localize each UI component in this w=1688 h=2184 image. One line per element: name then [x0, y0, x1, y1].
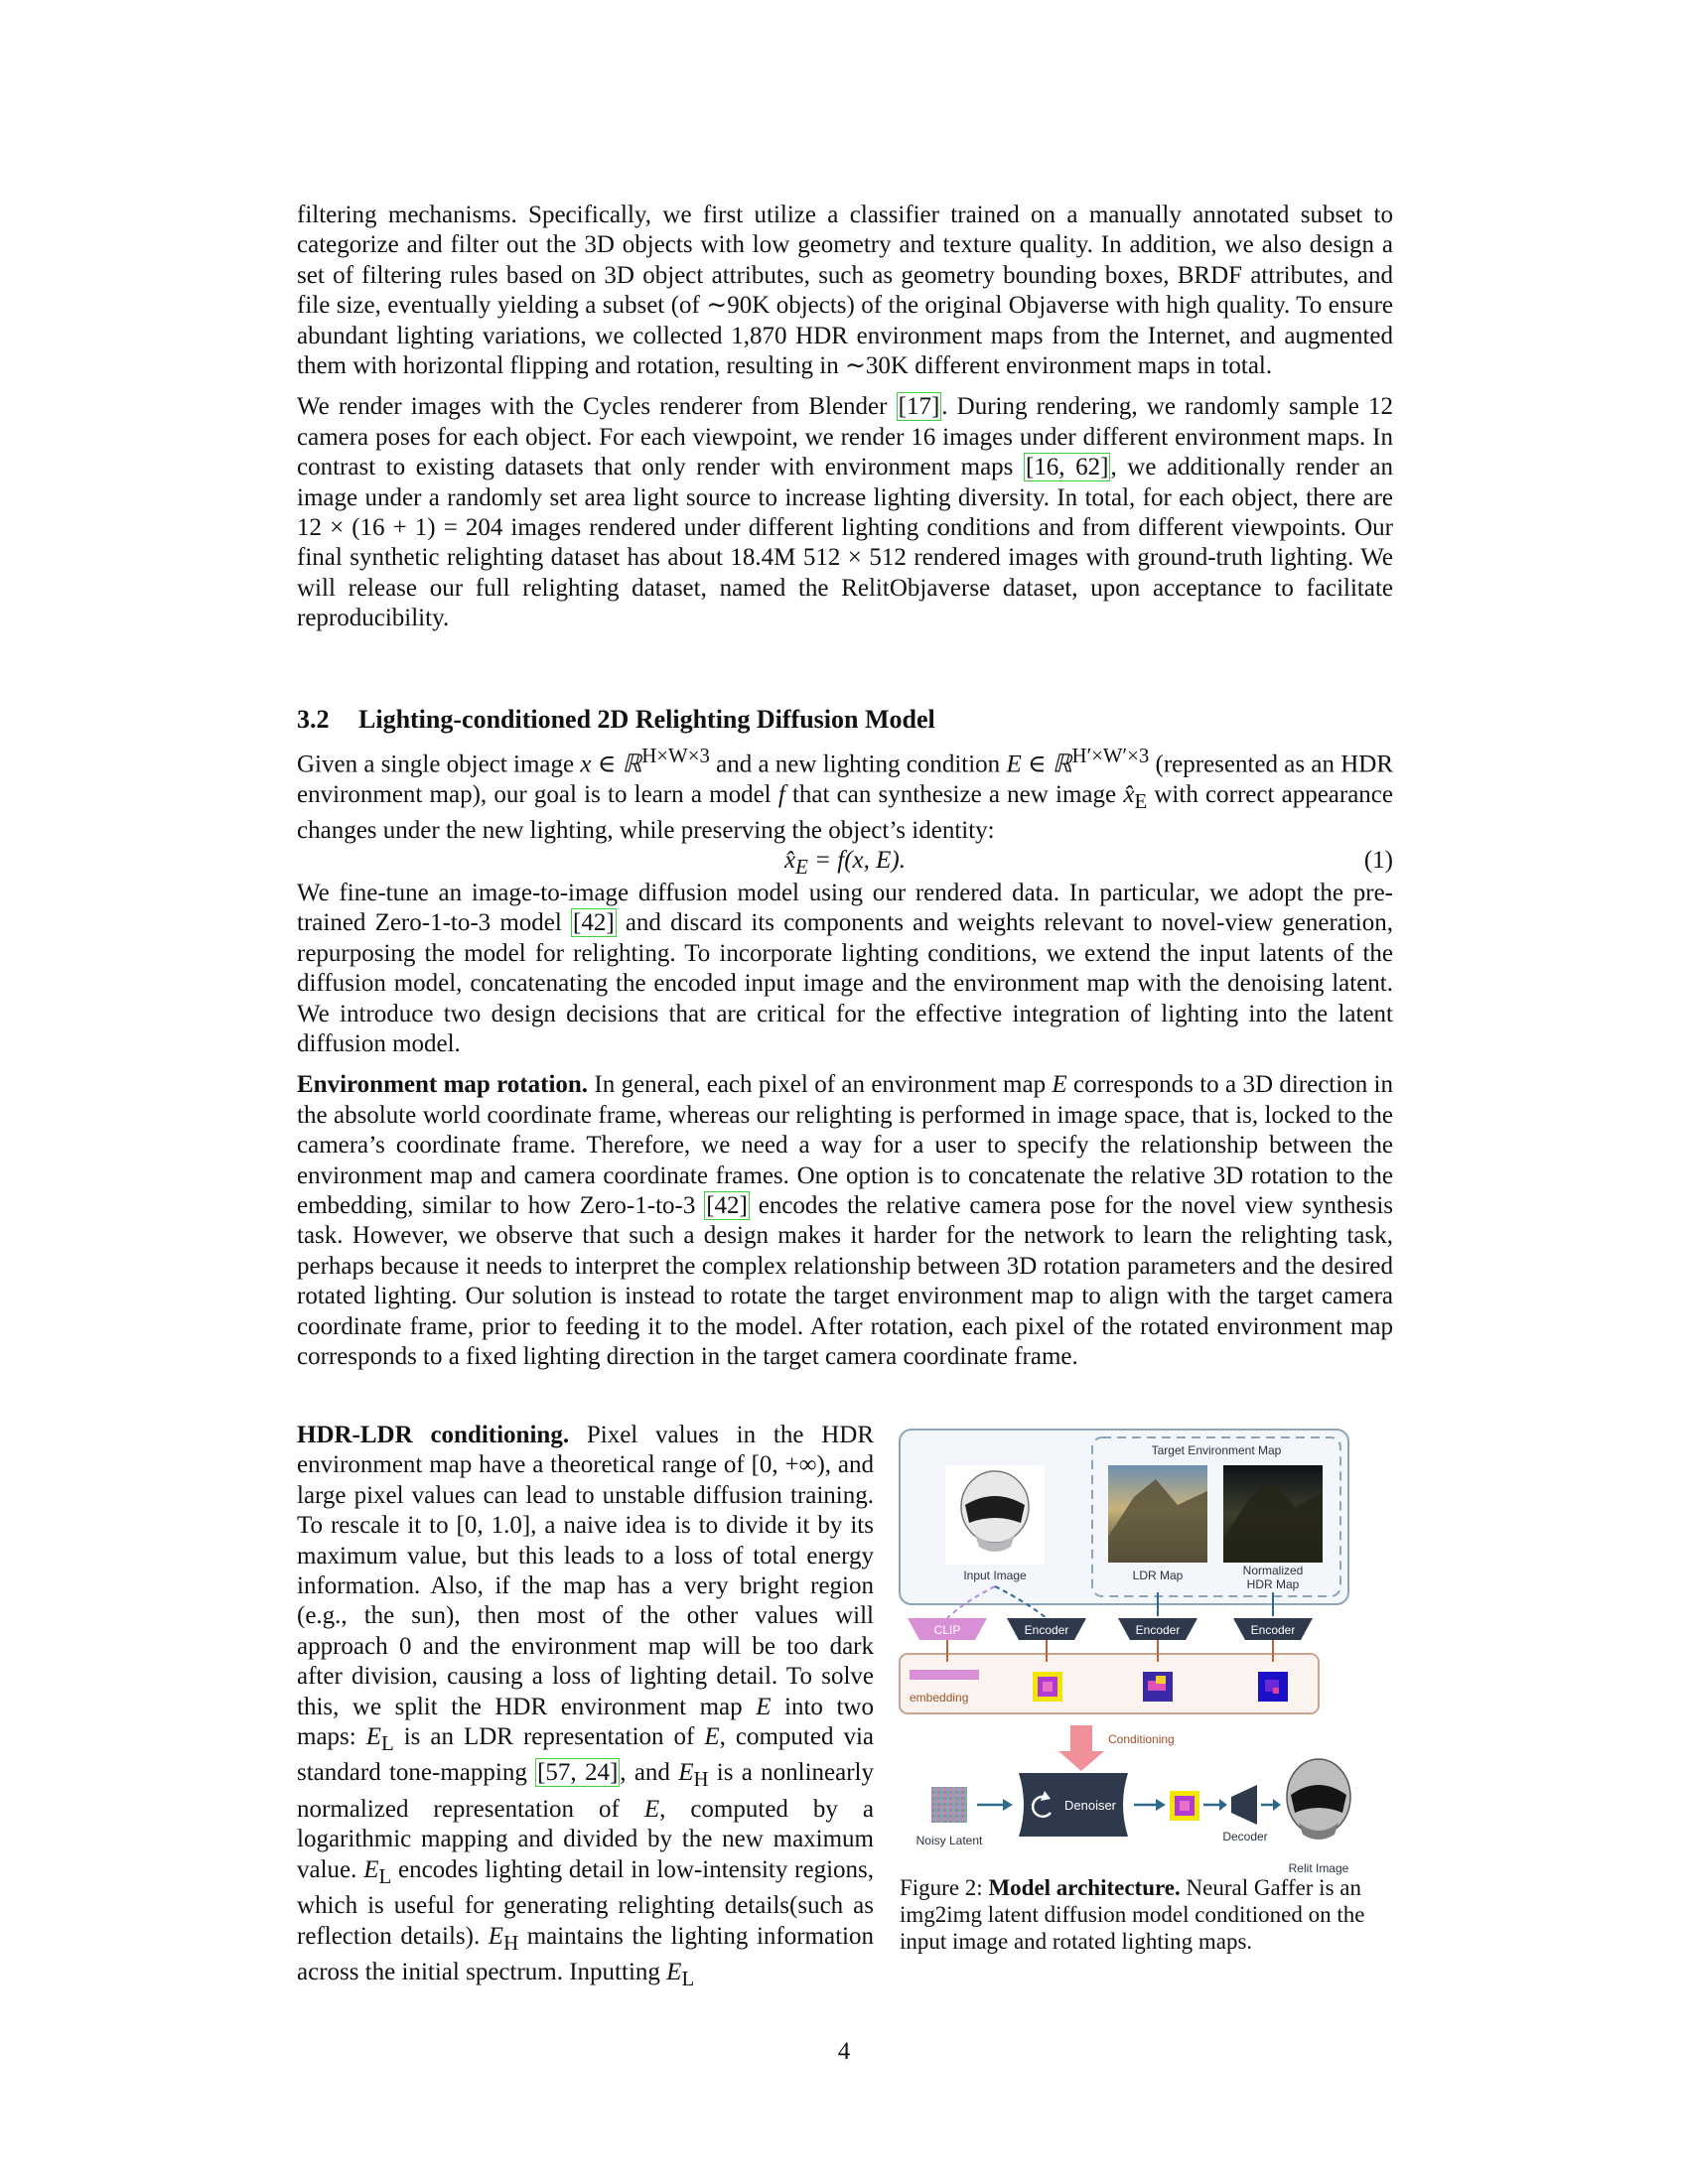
conditioning-label: Conditioning — [1108, 1732, 1175, 1746]
section-heading — [297, 705, 935, 735]
figure-caption — [900, 1874, 1396, 1955]
clip-block — [908, 1618, 987, 1640]
embedding-bar — [910, 1670, 979, 1680]
conditioning-arrow — [1058, 1725, 1104, 1771]
output-latent — [1170, 1791, 1199, 1821]
paragraph-hdr-ldr: HDR-LDR conditioning. Pixel values in the HDR environment map have a theoretical range of [0, +∞), and large pixel values can lead to unstable diffusion training. To rescale it to [0, 1.0], a naive idea is to divide it by its maximum value, but this leads to a loss of total energy information. Also, if the map has a very bright region (e.g., the sun), then most of the other values will approach 0 and the environment map will be too dark after division, causing a loss of lighting detail. To solve this, we split the HDR environment map E into two maps: $E_L$ is an LDR representation of E, computed via standard tone-mapping [57, 24], and $E_H$ is a nonlinearly normalized representation of E, computed by a logarithmic mapping and divided by the new maximum value. $E_L$ encodes lighting detail in low-intensity regions, which is useful for generating relighting details(such as reflection details). $E_H$ maintains the lighting information across the initial spectrum. Inputting $E_L$ — [297, 1422, 875, 1990]
body-top — [297, 201, 1393, 634]
svg-text:Denoiser: Denoiser — [1063, 1798, 1117, 1813]
input-image-label: Input Image — [963, 1569, 1027, 1582]
runin-heading: HDR-LDR conditioning. — [297, 1422, 570, 1448]
svg-text:Encoder: Encoder — [1250, 1623, 1296, 1637]
noisy-latent-image — [931, 1787, 967, 1823]
caption-label: Figure 2: — [900, 1875, 989, 1900]
paragraph-finetune: We fine-tune an image-to-image diffusion model using our rendered data. In particular, we adopt the pre-trained Zero-1-to-3 model [42] and discard its components and weights relevant to novel-view generation, repurposing the model for relighting. To incorporate lighting conditions, we extend the input latents of the diffusion model, concatenating the encoded input image and the environment map with the denoising latent. We introduce two design decisions that are critical for the effective integration of lighting into the latent diffusion model. — [297, 880, 1394, 1058]
ldr-map-image — [1108, 1465, 1207, 1563]
hdr-map-image — [1223, 1465, 1323, 1563]
svg-text:Encoder: Encoder — [1135, 1623, 1181, 1637]
body-section — [297, 741, 1393, 847]
hdr-latent — [1258, 1672, 1288, 1702]
relit-image — [1287, 1759, 1350, 1840]
encoder-block-input — [1007, 1618, 1086, 1640]
citation-link[interactable]: [42] — [706, 1192, 748, 1220]
input-image — [945, 1465, 1045, 1565]
caption-text: Neural Gaffer is an img2img latent diffusion model conditioned on the input image and rotated lighting maps. — [900, 1875, 1365, 1954]
section-number: 3.2 — [297, 705, 330, 734]
svg-text:Encoder: Encoder — [1024, 1623, 1069, 1637]
latent-panel — [900, 1654, 1319, 1713]
citation-link[interactable]: [42] — [573, 909, 615, 937]
body-middle — [297, 879, 1393, 1373]
noisy-latent-label: Noisy Latent — [915, 1834, 983, 1847]
paragraph-env-rotation: Environment map rotation. In general, each pixel of an environment map E corresponds to a 3D direction in the absolute world coordinate frame, whereas our relighting is performed in image space, that is, locked to the camera’s coordinate frame. Therefore, we need a way for a user to specify the relationship between the environment map and camera coordinate frames. One option is to concatenate the relative 3D rotation to the embedding, similar to how Zero-1-to-3 [42] encodes the relative camera pose for the novel view synthesis task. However, we observe that such a design makes it harder for the network to learn the relighting task, perhaps because it needs to interpret the complex relationship between 3D rotation parameters and the desired rotated lighting. Our solution is instead to rotate the target environment map to align with the target camera coordinate frame, prior to feeding it to the model. After rotation, each pixel of the rotated environment map corresponds to a fixed lighting direction in the target camera coordinate frame. — [297, 1071, 1393, 1371]
equation-number: (1) — [1363, 847, 1393, 874]
page-number: 4 — [837, 2038, 851, 2065]
runin-heading: Environment map rotation. — [297, 1071, 589, 1099]
encoder-block-hdr — [1233, 1618, 1313, 1640]
paragraph-rendering: We render images with the Cycles renderer from Blender [17]. During rendering, we randomly sample 12 camera poses for each object. For each viewpoint, we render 16 images under different environment maps. In contrast to existing datasets that only render with environment maps [16, 62], we additionally render an image under a randomly set area light source to increase lighting diversity. In total, for each object, there are 12 × (16 + 1) = 204 images rendered under different lighting conditions and from different viewpoints. Our final synthetic relighting dataset has about 18.4M 512 × 512 rendered images with ground-truth lighting. We will release our full relighting dataset, named the RelitObjaverse dataset, upon acceptance to facilitate reproducibility. — [297, 393, 1394, 632]
citation-link[interactable]: [17] — [898, 393, 940, 421]
paragraph-problem: Given a single object image x ∈ ℝ$^{H\times W\times 3}$ and a new lighting condition E ∈ ℝ$^{H'\times W'\times 3}$ (represented as an HDR environment map), our goal is to learn a model f that can synthesize a new image $x̂_E$ with correct appearance changes under the new lighting, while preserving the object’s identity: — [297, 744, 1394, 845]
ldr-latent — [1143, 1672, 1173, 1702]
decoder-block — [1231, 1785, 1257, 1825]
svg-text:CLIP: CLIP — [933, 1623, 961, 1637]
encoder-block-ldr — [1118, 1618, 1197, 1640]
caption-title: Model architecture. — [988, 1875, 1181, 1900]
section-title: Lighting-conditioned 2D Relighting Diffusion Model — [358, 705, 935, 734]
paragraph-filtering: filtering mechanisms. Specifically, we first utilize a classifier trained on a manually annotated subset to categorize and filter out the 3D objects with low geometry and texture quality. In addition, we also design a set of filtering rules based on 3D object attributes, such as geometry bounding boxes, BRDF attributes, and file size, eventually yielding a subset (of ∼90K objects) of the original Objaverse with high quality. To ensure abundant lighting variations, we collected 1,870 HDR environment maps from the Internet, and augmented them with horizontal flipping and rotation, resulting in ∼30K different environment maps in total. — [297, 202, 1393, 380]
input-latent — [1033, 1672, 1062, 1702]
target-env-title: Target Environment Map — [1151, 1443, 1282, 1457]
relit-image-label: Relit Image — [1288, 1861, 1349, 1875]
hdr-map-label-1: Normalized — [1242, 1564, 1304, 1577]
citation-link[interactable]: [57, 24] — [537, 1759, 619, 1787]
embedding-label: embedding — [910, 1691, 969, 1705]
decoder-label: Decoder — [1222, 1830, 1268, 1843]
model-architecture-figure — [896, 1428, 1354, 1886]
citation-link[interactable]: [16, 62] — [1025, 454, 1109, 481]
denoiser-block — [1019, 1773, 1128, 1837]
hdr-map-label-2: HDR Map — [1246, 1577, 1300, 1591]
ldr-map-label: LDR Map — [1132, 1569, 1184, 1582]
